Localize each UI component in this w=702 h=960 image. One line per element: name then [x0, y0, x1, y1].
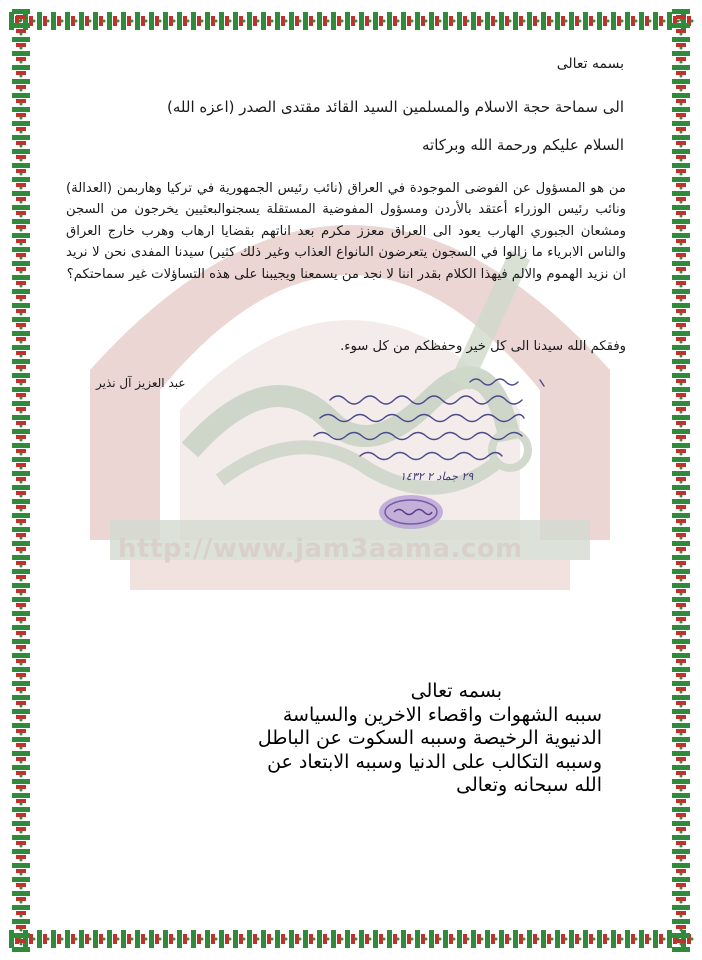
reply-transcription	[132, 680, 602, 798]
decorative-border-right	[668, 8, 694, 952]
letter-closing: وفقكم الله سيدنا الى كل خير وحفظكم من كل سوء.	[340, 339, 626, 354]
reply-line: وسببه التكالب على الدنيا وسببه الابتعاد عن	[267, 750, 602, 773]
reply-line: الله سبحانه وتعالى	[456, 774, 602, 796]
reply-line: الدنيوية الرخيصة وسببه السكوت عن الباطل	[257, 727, 602, 749]
reply-line: بسمه تعالى	[410, 680, 502, 702]
decorative-border-left	[8, 8, 34, 952]
handwritten-date: ٢٩ جماد ٢ ١٤٣٢	[400, 470, 474, 483]
decorative-border-bottom	[8, 926, 694, 952]
letter-addressee: الى سماحة حجة الاسلام والمسلمين السيد القائد مقتدى الصدر (اعزه الله)	[167, 98, 624, 116]
letter-body: من هو المسؤول عن الفوضى الموجودة في العراق (نائب رئيس الجمهورية في تركيا وهاربمن (العدالة) ونائب رئيس الوزراء أعتقد بالأردن ومسؤول المفوضية المستقلة يسجنوالبعثيين يخرجون من السجن ومشعان الجبوري الهارب يعود الى العراق معزز مكرم بعد اناتهم بقضايا ارهاب وهرب خارج العراق والناس الابرياء ما زالوا في السجون يتعرضون الىانواع العذاب وغير ذلك كثير) سيدنا المفدى نحن لا نريد ان نزيد الهموم والالم فيهذا الكلام بقدر اننا لا نجد من يسمعنا ويجيبنا على هذه التساؤلات غير سماحتكم؟	[66, 181, 626, 282]
letter-signature: عبد العزيز آل نذير	[96, 376, 186, 390]
watermark-url: http://www.jam3aama.com	[118, 534, 523, 564]
letter-basmala: بسمه تعالى	[556, 56, 624, 72]
decorative-border-top	[8, 8, 694, 34]
reply-line: سببه الشهوات واقصاء الاخرين والسياسة	[282, 703, 602, 726]
handwritten-reply-image	[300, 372, 590, 472]
letter-greeting: السلام عليكم ورحمة الله وبركاته	[422, 136, 624, 154]
seal-stamp	[376, 492, 446, 532]
